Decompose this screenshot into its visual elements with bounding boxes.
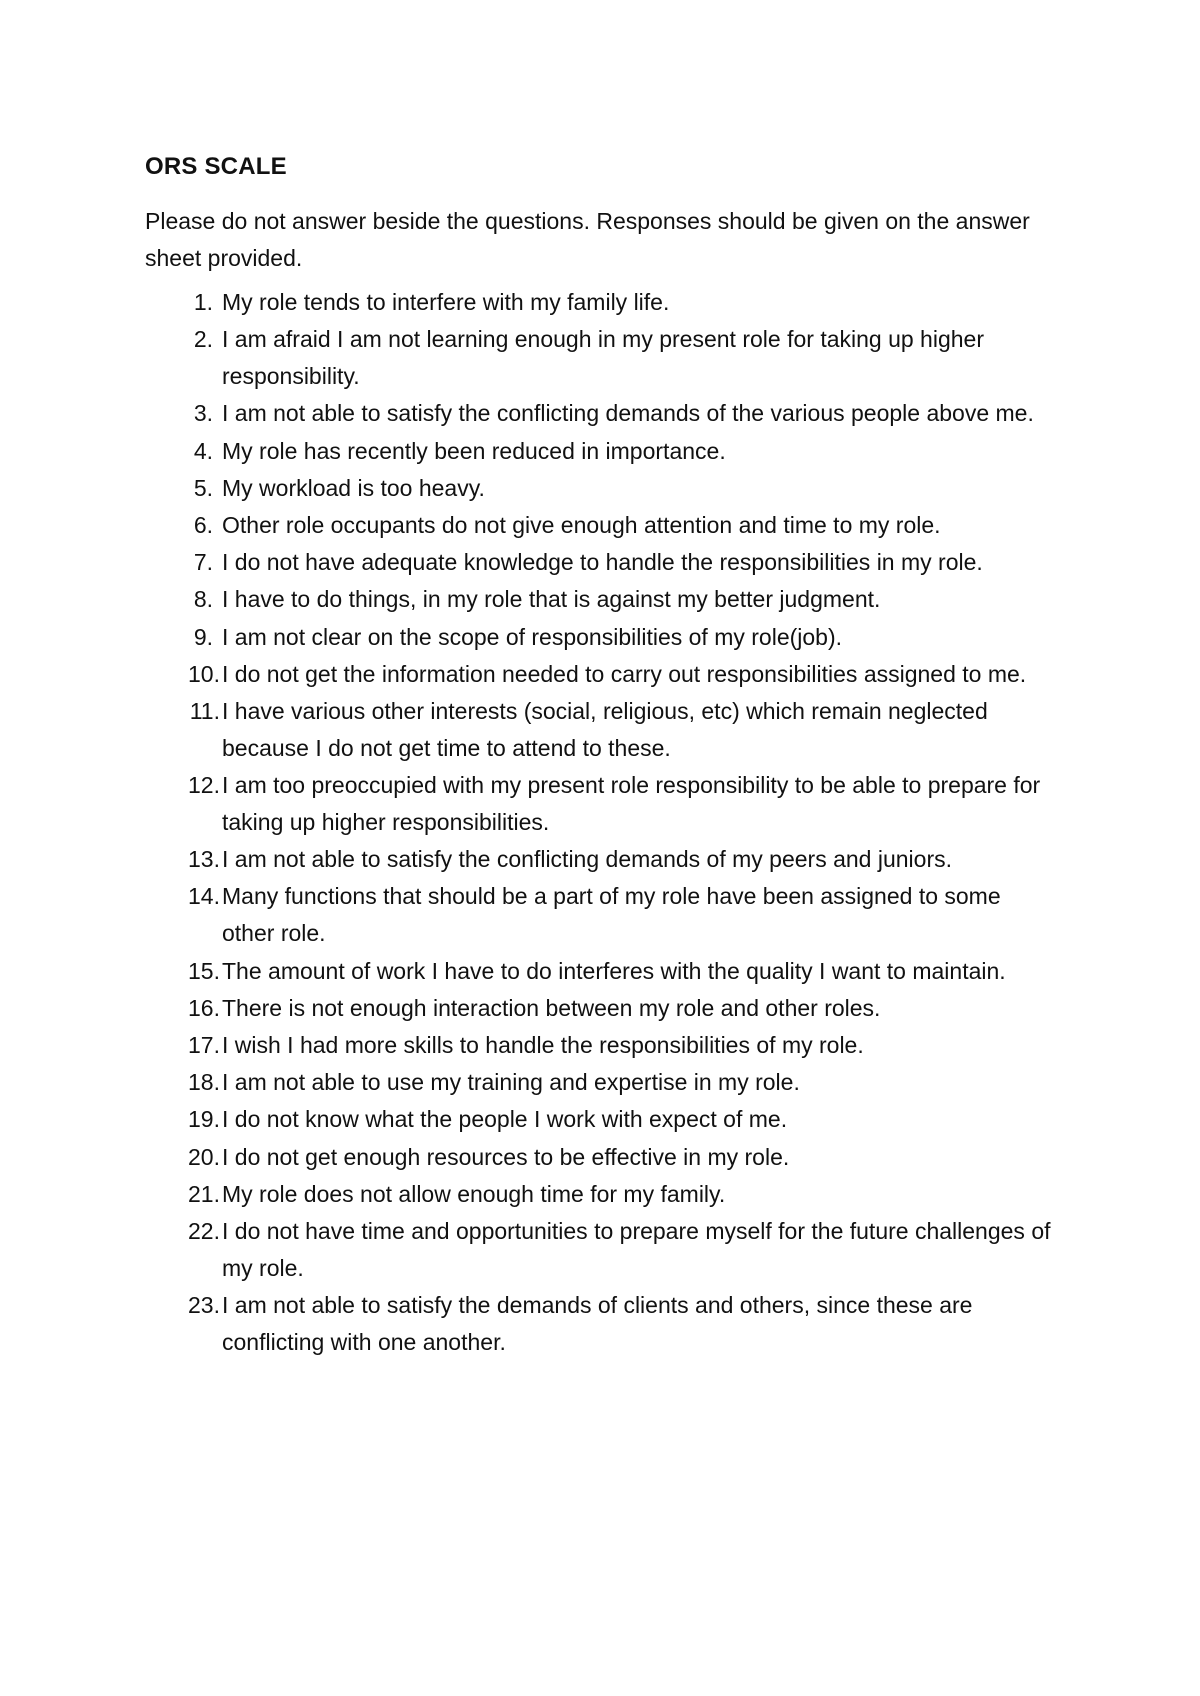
- question-number: 14.: [188, 883, 220, 910]
- question-text: The amount of work I have to do interferes with the quality I want to maintain.: [222, 957, 1006, 984]
- question-text: I do not have time and opportunities to prepare myself for the future challenges of my role.: [222, 1217, 1051, 1281]
- question-number: 15.: [188, 957, 220, 984]
- question-text: I am not able to use my training and expertise in my role.: [222, 1069, 800, 1096]
- page-title: ORS SCALE: [145, 153, 287, 180]
- question-item: [145, 841, 1075, 878]
- question-number: 21.: [188, 1180, 220, 1207]
- question-item: [145, 433, 1075, 470]
- question-number: 12.: [188, 772, 220, 799]
- question-number: 23.: [188, 1292, 220, 1319]
- question-item: [145, 1064, 1075, 1101]
- question-text: I do not have adequate knowledge to handle the responsibilities in my role.: [222, 549, 983, 576]
- question-number: 9.: [193, 623, 213, 650]
- question-text: I wish I had more skills to handle the responsibilities of my role.: [222, 1032, 864, 1058]
- question-text: My role has recently been reduced in importance.: [222, 437, 726, 464]
- question-item: [145, 544, 1075, 581]
- question-number: 5.: [193, 474, 213, 501]
- document-content: [145, 150, 1075, 1361]
- question-text: My role does not allow enough time for my family.: [222, 1180, 726, 1207]
- question-number: 17.: [188, 1032, 220, 1058]
- question-text: I am afraid I am not learning enough in my present role for taking up higher responsibility.: [222, 326, 984, 390]
- question-item: [145, 1027, 1075, 1064]
- question-number: 13.: [188, 846, 220, 873]
- question-text: My role tends to interfere with my family life.: [222, 289, 670, 315]
- question-item: [145, 1139, 1075, 1176]
- question-item: [145, 878, 1075, 952]
- question-item: [145, 953, 1075, 990]
- question-item: [145, 656, 1075, 693]
- question-text: I am not clear on the scope of responsibilities of my role(job).: [222, 623, 843, 650]
- question-number: 16.: [188, 994, 220, 1021]
- question-item: [145, 1287, 1075, 1361]
- question-number: 11.: [189, 697, 220, 724]
- question-text: Other role occupants do not give enough attention and time to my role.: [222, 511, 941, 538]
- question-text: I am not able to satisfy the conflicting demands of the various people above me.: [222, 400, 1034, 427]
- question-item: [145, 395, 1075, 432]
- question-item: [145, 619, 1075, 656]
- question-item: [145, 321, 1075, 395]
- question-number: 18.: [188, 1069, 220, 1096]
- instructions-paragraph: Please do not answer beside the questions. Responses should be given on the answer sheet provided.: [145, 208, 1030, 271]
- question-number: 19.: [188, 1106, 220, 1133]
- question-text: I do not know what the people I work with expect of me.: [222, 1106, 788, 1133]
- question-item: [145, 507, 1075, 544]
- question-number: 20.: [188, 1143, 220, 1170]
- question-text: I have to do things, in my role that is against my better judgment.: [222, 586, 881, 613]
- question-text: I have various other interests (social, religious, etc) which remain neglected because I do not get time to attend to these.: [222, 697, 988, 761]
- question-item: [145, 284, 1075, 321]
- question-number: 2.: [193, 326, 213, 353]
- question-number: 4.: [193, 437, 213, 464]
- question-item: [145, 1176, 1075, 1213]
- question-item: [145, 767, 1075, 841]
- question-text: I do not get enough resources to be effective in my role.: [222, 1143, 790, 1170]
- question-item: [145, 693, 1075, 767]
- question-text: I do not get the information needed to carry out responsibilities assigned to me.: [222, 660, 1027, 687]
- question-item: [145, 470, 1075, 507]
- question-text: I am not able to satisfy the demands of clients and others, since these are conflicting with one another.: [222, 1292, 973, 1356]
- question-text: My workload is too heavy.: [222, 474, 485, 501]
- question-item: [145, 581, 1075, 618]
- question-number: 1.: [193, 289, 213, 315]
- question-item: [145, 1213, 1075, 1287]
- question-item: [145, 990, 1075, 1027]
- question-item: [145, 1101, 1075, 1138]
- question-text: There is not enough interaction between my role and other roles.: [222, 994, 881, 1021]
- question-list: [145, 284, 1075, 1361]
- question-number: 7.: [193, 549, 213, 576]
- question-number: 22.: [188, 1217, 220, 1244]
- question-text: Many functions that should be a part of my role have been assigned to some other role.: [222, 883, 1001, 947]
- question-number: 10.: [188, 660, 220, 687]
- question-text: I am not able to satisfy the conflicting demands of my peers and juniors.: [222, 846, 952, 873]
- question-number: 3.: [193, 400, 213, 427]
- question-number: 8.: [193, 586, 213, 613]
- question-text: I am too preoccupied with my present role responsibility to be able to prepare for taking up higher responsibilities.: [222, 772, 1041, 836]
- question-number: 6.: [193, 511, 213, 538]
